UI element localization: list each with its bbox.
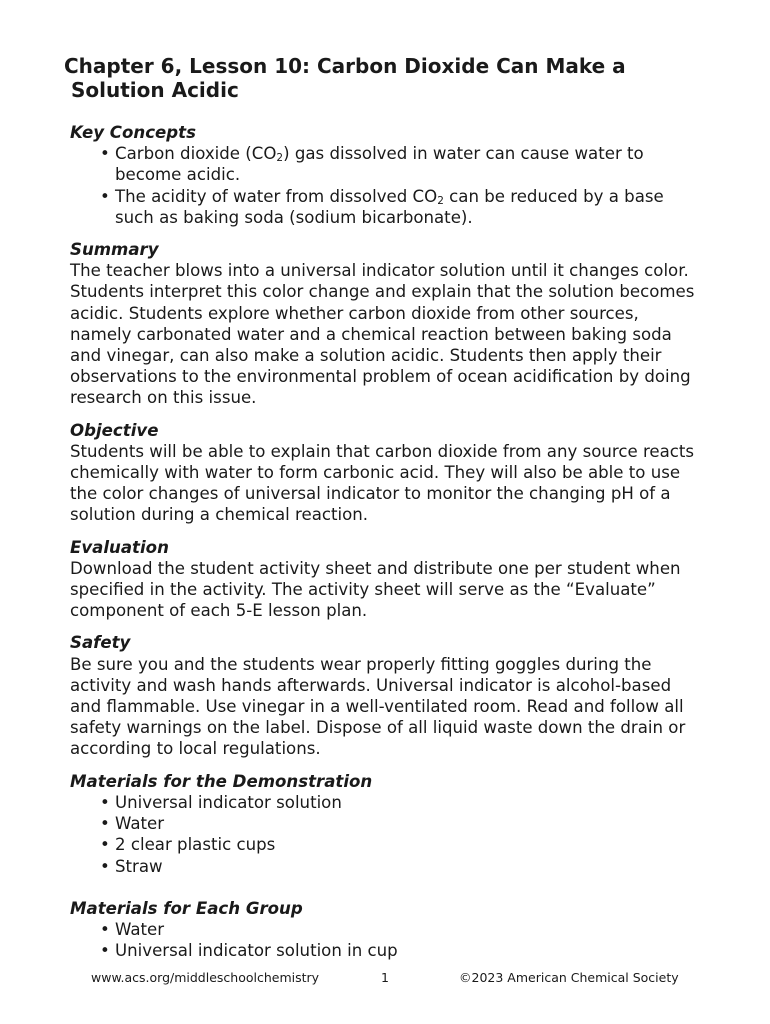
materials-demo-list (70, 792, 702, 877)
key-concept-text: ) gas dissolved in water can cause water to become acidic. (115, 144, 644, 185)
key-concept-item (100, 186, 702, 228)
objective-text: Students will be able to explain that carbon dioxide from any source reacts chemically with water to form carbonic acid. They will also be able to use the color changes of universal indicator to monitor the changing pH of a solution during a chemical reaction. (70, 441, 695, 525)
key-concept-text: The acidity of water from dissolved CO (115, 186, 438, 206)
key-concepts-section (70, 122, 702, 228)
subscript: 2 (437, 194, 444, 207)
list-item: • Water (100, 919, 702, 940)
objective-heading: Objective (70, 420, 159, 440)
key-concept-text: Carbon dioxide (CO (115, 144, 277, 164)
key-concepts-heading: Key Concepts (70, 123, 196, 142)
page-title-line-2: Solution Acidic (71, 78, 239, 102)
summary-heading: Summary (70, 240, 159, 260)
list-item: • 2 clear plastic cups (100, 834, 702, 855)
evaluation-heading: Evaluation (70, 537, 169, 557)
page-footer (0, 970, 770, 986)
footer-copyright: ©2023 American Chemical Society (459, 970, 679, 985)
objective-section (70, 420, 702, 526)
key-concept-text: can be reduced by a base such as baking soda (sodium bicarbonate). (115, 186, 664, 227)
safety-text: Be sure you and the students wear properly fitting goggles during the activity and wash hands afterwards. Universal indicator is alcohol-based and flammable. Use vinegar in a well-ventilated room. Read and follow all safety warnings on the label. Dispose of all liquid waste down the drain or according to local regulations. (70, 654, 686, 759)
materials-group-list (70, 919, 702, 961)
list-item: • Universal indicator solution (100, 792, 702, 813)
evaluation-section (70, 537, 702, 622)
evaluation-text: Download the student activity sheet and distribute one per student when specified in the activity. The activity sheet will serve as the “Evaluate” component of each 5-E lesson plan. (70, 558, 681, 621)
list-item: • Straw (100, 856, 702, 877)
lesson-content (70, 122, 702, 961)
page-title (64, 54, 704, 102)
footer-page-number: 1 (381, 970, 389, 985)
list-item: • Water (100, 813, 702, 834)
materials-demo-section (70, 771, 702, 877)
safety-heading: Safety (70, 633, 131, 653)
summary-section (70, 239, 702, 409)
page-title-line-1: Chapter 6, Lesson 10: Carbon Dioxide Can Make a (64, 54, 626, 78)
list-item: • Universal indicator solution in cup (100, 940, 702, 961)
materials-group-section (70, 898, 702, 962)
safety-section (70, 632, 702, 759)
materials-demo-heading: Materials for the Demonstration (70, 771, 373, 791)
materials-group-heading: Materials for Each Group (70, 898, 303, 918)
subscript: 2 (276, 152, 284, 165)
summary-text: The teacher blows into a universal indicator solution until it changes color. Students interpret this color change and explain that the solution becomes acidic. Students explore whether carbon dioxide from other sources, namely carbonated water and a chemical reaction between baking soda and vinegar, can also make a solution acidic. Students then apply their observations to the environmental problem of ocean acidification by doing research on this issue. (70, 261, 695, 408)
key-concept-item (100, 143, 702, 185)
footer-website-link[interactable]: www.acs.org/middleschoolchemistry (91, 970, 320, 985)
key-concepts-list (70, 143, 702, 228)
